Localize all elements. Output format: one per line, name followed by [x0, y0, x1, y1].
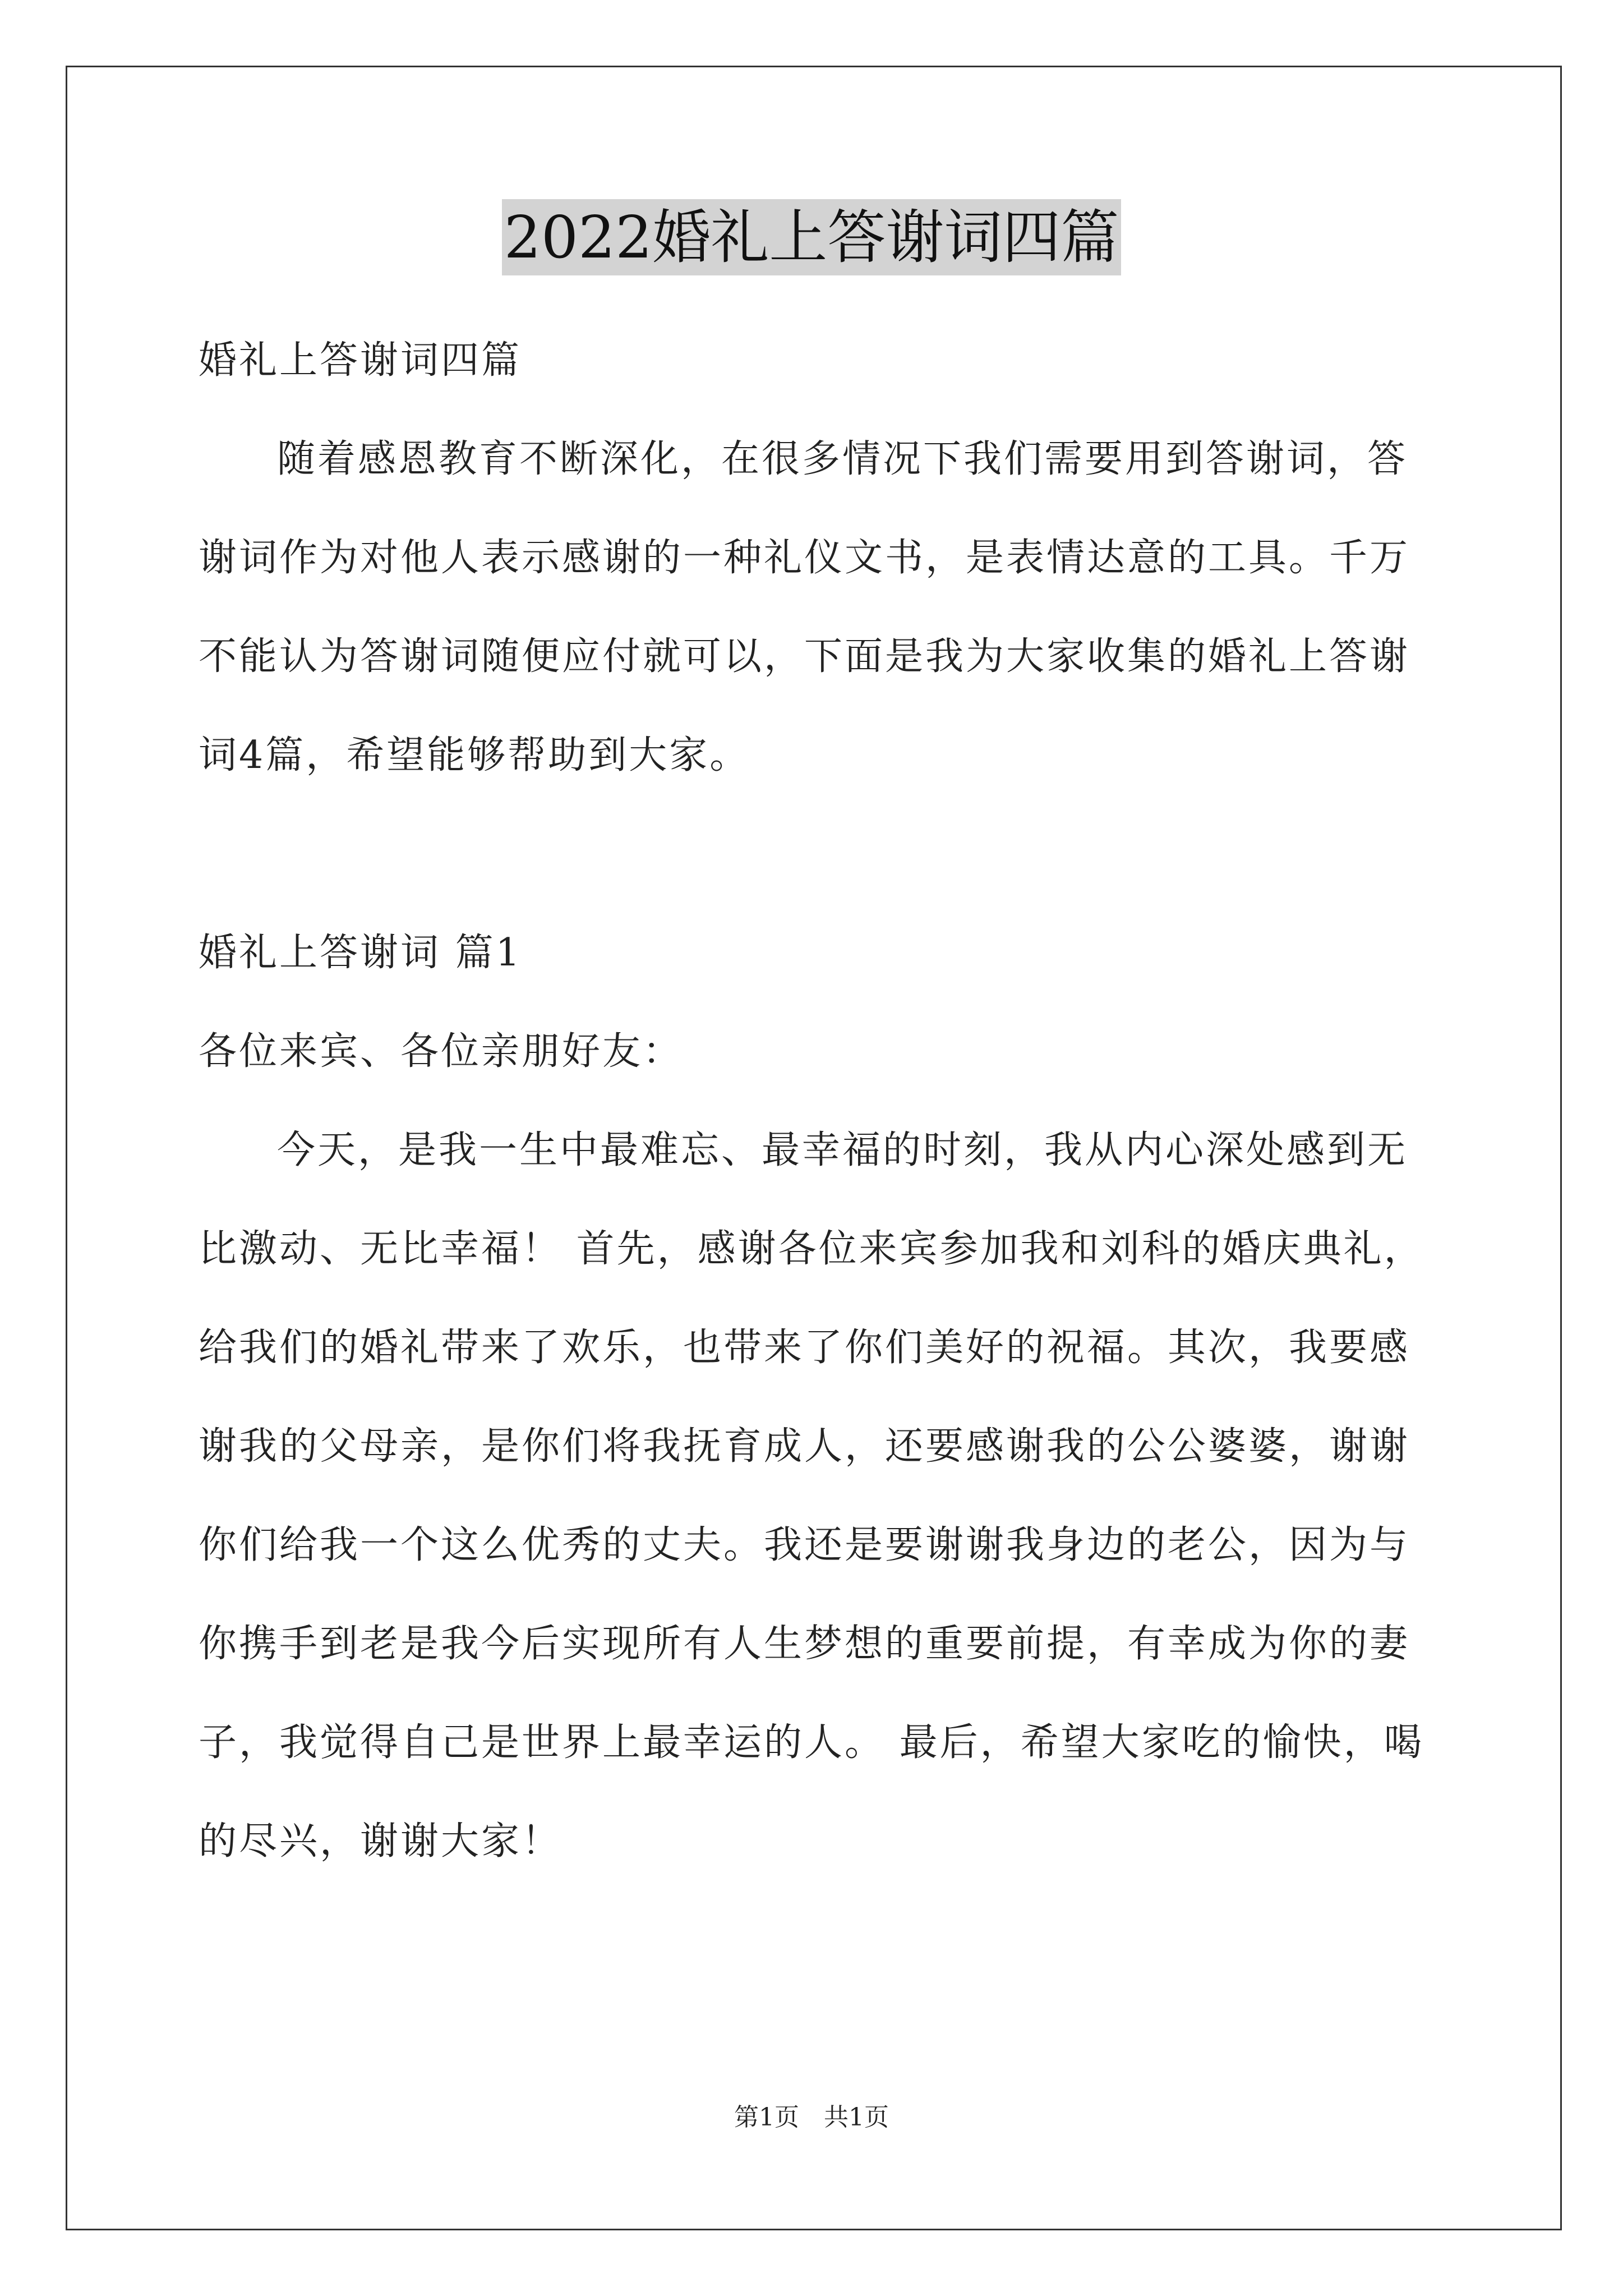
document-title: 2022婚礼上答谢词四篇 [502, 199, 1122, 275]
page-footer: 第1页 共1页 [734, 2103, 889, 2132]
intro-paragraph: 随着感恩教育不断深化，在很多情况下我们需要用到答谢词，答谢词作为对他人表示感谢的一种礼仪文书，是表情达意的工具。千万不能认为答谢词随便应付就可以，下面是我为大家收集的婚礼上答谢词4篇，希望能够帮助到大家。 [199, 437, 1410, 777]
section-heading: 婚礼上答谢词 篇1 [199, 931, 522, 975]
spacer [199, 805, 1427, 904]
body-paragraph: 今天，是我一生中最难忘、最幸福的时刻，我从内心深处感到无比激动、无比幸福！ 首先，感谢各位来宾参加我和刘科的婚庆典礼，给我们的婚礼带来了欢乐，也带来了你们美好的祝福。其次，我要感谢我的父母亲，是你们将我抚育成人，还要感谢我的公公婆婆，谢谢你们给我一个这么优秀的丈夫。我还是要谢谢我身边的老公，因为与你携手到老是我今后实现所有人生梦想的重要前提，有幸成为你的妻子，我觉得自己是世界上最幸运的人。 最后，希望大家吃的愉快，喝的尽兴，谢谢大家！ [199, 1128, 1424, 1864]
document-body [199, 311, 1427, 1891]
title-container [0, 199, 1623, 275]
subtitle: 婚礼上答谢词四篇 [199, 338, 522, 383]
salutation: 各位来宾、各位亲朋好友： [199, 1029, 684, 1074]
